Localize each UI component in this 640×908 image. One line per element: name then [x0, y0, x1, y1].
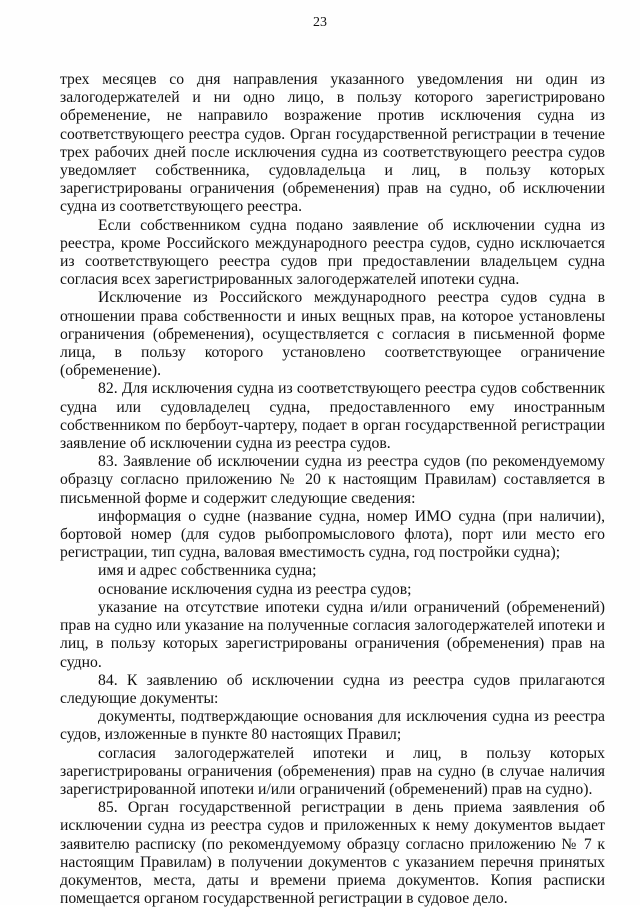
paragraph-clause-85: 85. Орган государственной регистрации в день приема заявления об исключении судна из реестра судов и приложенных к нему документов выдает заявителю расписку (по рекомендуемому образцу согласно приложению № 7 к настоящим Правилам) в получении документов с указанием перечня принятых документов, места, даты и времени приема документов. Копия расписки помещается органом государственной регистрации в судовое дело. [60, 799, 605, 908]
paragraph-clause-84: 84. К заявлению об исключении судна из реестра судов прилагаются следующие документы: [60, 671, 605, 707]
body-text [60, 71, 605, 908]
list-item-vessel-info: информация о судне (название судна, номер ИМО судна (при наличии), бортовой номер (для судов рыбопромыслового флота), порт или место его регистрации, тип судна, валовая вместимость судна, год постройки судна); [60, 507, 605, 562]
list-item-owner-name: имя и адрес собственника судна; [98, 562, 317, 580]
paragraph-owner-application: Если собственником судна подано заявление об исключении судна из реестра, кроме Российского международного реестра судов, судно исключается из соответствующего реестра судов при предоставлении владельцем судна согласия всех зарегистрированных залогодержателей ипотеки судна. [60, 216, 605, 289]
paragraph-clause-83: 83. Заявление об исключении судна из реестра судов (по рекомендуемому образцу согласно приложению № 20 к настоящим Правилам) составляется в письменной форме и содержит следующие сведения: [60, 453, 605, 507]
list-item-mortgage-consent: указание на отсутствие ипотеки судна и/или ограничений (обременений) прав на судно или указание на полученные согласия залогодержателей ипотеки и лиц, в пользу которых зарегистрированы ограничения (обременения) прав на судно. [60, 598, 605, 671]
paragraph-continuation: трех месяцев со дня направления указанного уведомления ни один из залогодержателей и ни одно лицо, в пользу которого зарегистрировано обременение, не направило возражение против исключения судна из соответствующего реестра судов. Орган государственной регистрации в течение трех рабочих дней после исключения судна из соответствующего реестра судов уведомляет собственника, судовладельца и лиц, в пользу которых зарегистрированы ограничения (обременения) прав на судно, об исключении судна из соответствующего реестра. [60, 71, 605, 216]
list-item-consents: согласия залогодержателей ипотеки и лиц, в пользу которых зарегистрированы ограничения (обременения) прав на судно (в случае наличия зарегистрированной ипотеки и/или ограничений (обременений) прав на судно). [60, 744, 605, 798]
list-item-supporting-documents: документы, подтверждающие основания для исключения судна из реестра судов, изложенные в пункте 80 настоящих Правил; [60, 708, 605, 744]
page-number: 23 [313, 15, 327, 30]
list-item-exclusion-basis: основание исключения судна из реестра судов; [98, 580, 412, 598]
paragraph-clause-82: 82. Для исключения судна из соответствующего реестра судов собственник судна или судовладелец судна, предоставленного ему иностранным собственником по бербоут-чартеру, подает в орган государственной регистрации заявление об исключении судна из реестра судов. [60, 380, 605, 453]
paragraph-international-register: Исключение из Российского международного реестра судов судна в отношении права собственности и иных вещных прав, на которое установлены ограничения (обременения), осуществляется с согласия в письменной форме лица, в пользу которого установлено соответствующее ограничение (обременение). [60, 289, 605, 380]
